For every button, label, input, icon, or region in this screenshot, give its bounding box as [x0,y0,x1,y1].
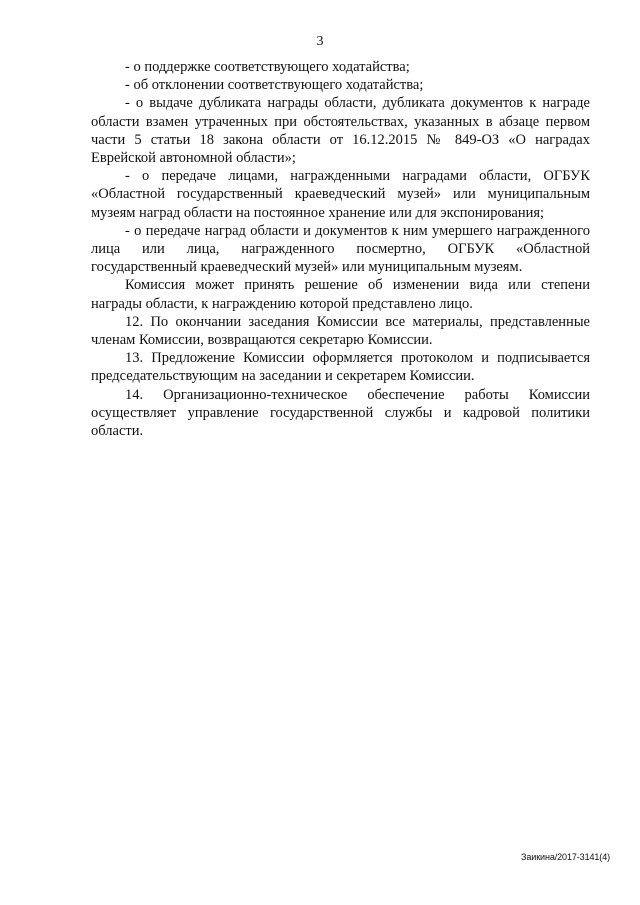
document-code: Заикина/2017-3141(4) [521,852,610,862]
paragraph-transfer-awards-museum: - о передаче лицами, награжденными наградами области, ОГБУК «Областной государственный краеведческий музей» или муниципальным музеям наград области на постоянное хранение или для экспонирования; [91,168,590,221]
paragraph-commission-decision: Комиссия может принять решение об изменении вида или степени награды области, к награждению которой представлено лицо. [91,277,590,312]
paragraph-duplicate-award: - о выдаче дубликата награды области, дубликата документов к награде области взамен утраченных при обстоятельствах, указанных в абзаце первом части 5 статьи 18 закона области от 16.12.2015 № 849-ОЗ «О наградах Еврейской автономной области»; [91,95,590,167]
page-number: 3 [316,34,324,49]
paragraph-item-12: 12. По окончании заседания Комиссии все материалы, представленные членам Комиссии, возвращаются секретарю Комиссии. [91,313,590,349]
document-body [91,58,590,440]
paragraph-support-petition: - о поддержке соответствующего ходатайства; [125,59,410,75]
paragraph-item-14: 14. Организационно-техническое обеспечение работы Комиссии осуществляет управление государственной службы и кадровой политики области. [91,386,590,440]
paragraph-reject-petition: - об отклонении соответствующего ходатайства; [125,77,424,94]
paragraph-item-13: 13. Предложение Комиссии оформляется протоколом и подписывается председательствующим на заседании и секретарем Комиссии. [91,350,590,385]
paragraph-transfer-deceased-awards: - о передаче наград области и документов к ним умершего награжденного лица или лица, награжденного посмертно, ОГБУК «Областной государственный краеведческий музей» или муниципальным музеям. [91,222,590,276]
